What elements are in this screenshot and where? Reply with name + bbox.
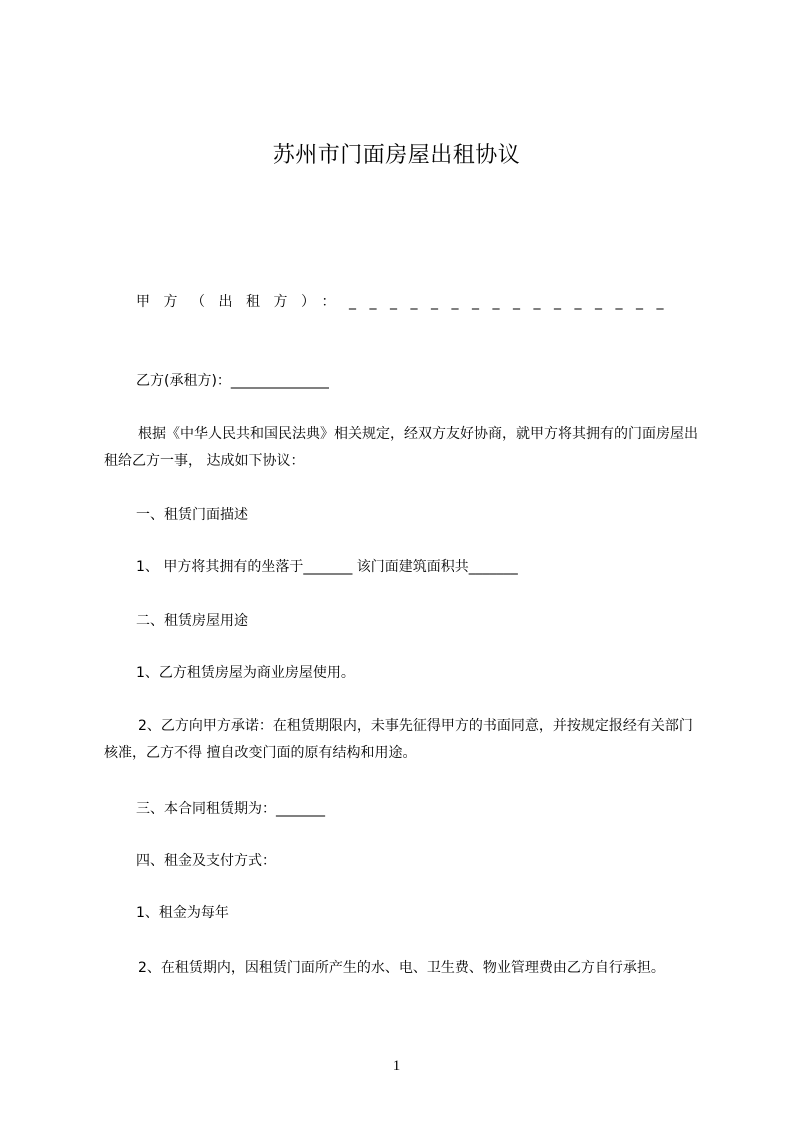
party-b-line: 乙方(承租方)：______________ [136, 373, 329, 389]
section-1-item-1: 1、 甲方将其拥有的坐落于_______ 该门面建筑面积共_______ [136, 559, 518, 575]
section-4-heading: 四、租金及支付方式： [136, 853, 276, 869]
intro-paragraph: 根据《中华人民共和国民法典》相关规定，经双方友好协商，就甲方将其拥有的门面房屋出租给乙方一事， 达成如下协议： [104, 426, 698, 469]
section-4-item-1: 1、租金为每年 [136, 905, 229, 921]
page-number: 1 [392, 1058, 401, 1074]
party-a-line: 甲方（出租方）：________________ [136, 294, 677, 310]
section-3-heading: 三、本合同租赁期为：_______ [136, 801, 325, 817]
section-1-heading: 一、租赁门面描述 [136, 507, 248, 523]
document-title: 苏州市门面房屋出租协议 [272, 143, 521, 168]
section-2-item-1: 1、乙方租赁房屋为商业房屋使用。 [136, 665, 355, 681]
section-4-item-2: 2、在租赁期内，因租赁门面所产生的水、电、卫生费、物业管理费由乙方自行承担。 [138, 960, 665, 976]
section-2-item-2: 2、乙方向甲方承诺：在租赁期限内，未事先征得甲方的书面同意，并按规定报经有关部门核准，乙方不得 擅自改变门面的原有结构和用途。 [104, 718, 693, 761]
section-2-heading: 二、租赁房屋用途 [136, 613, 248, 629]
